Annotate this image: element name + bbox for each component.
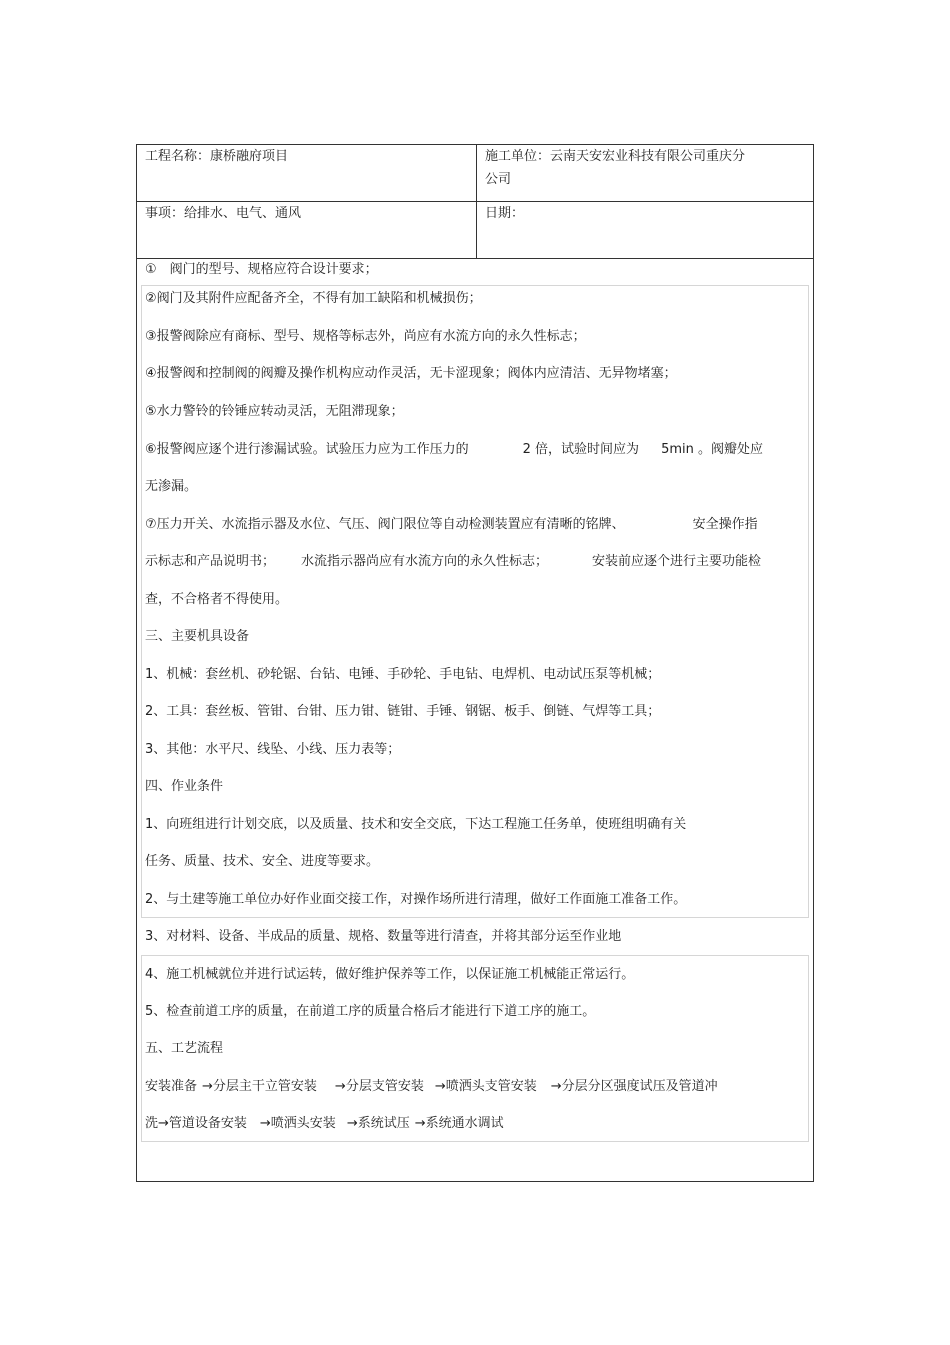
body-line: 2、工具：套丝板、管钳、台钳、压力钳、链钳、手锤、钢锯、板手、倒链、气焊等工具； [145,704,661,719]
process-flow-line [145,1078,718,1096]
text-segment: 水流指示器尚应有水流方向的永久性标志； [301,554,549,569]
body-line: ③报警阀除应有商标、型号、规格等标志外，尚应有水流方向的永久性标志； [145,329,586,344]
project-name-cell [145,145,288,169]
flow-step: →系统试压 [346,1116,410,1131]
body-line [145,516,758,534]
table-divider [137,258,813,259]
date-cell: 日期： [485,206,525,221]
section-heading: 五、工艺流程 [145,1041,224,1056]
flow-step: →喷洒头安装 [259,1116,336,1131]
text-segment: 2 倍，试验时间应为 [522,442,640,457]
process-flow-line [145,1115,504,1133]
flow-step: →喷洒头支管安装 [434,1079,537,1094]
body-line: 任务、质量、技术、安全、进度等要求。 [145,854,380,869]
body-line: 5、检查前道工序的质量，在前道工序的质量合格后才能进行下道工序的施工。 [145,1004,596,1019]
section-heading: 三、主要机具设备 [145,629,250,644]
body-line: 3、对材料、设备、半成品的质量、规格、数量等进行清查，并将其部分运至作业地 [145,929,622,944]
body-line: ① 阀门的型号、规格应符合设计要求； [145,262,378,277]
text-segment: ⑦压力开关、水流指示器及水位、气压、阀门限位等自动检测装置应有清晰的铭牌、 [145,517,625,532]
flow-step: →分层分区强度试压及管道冲 [550,1079,718,1094]
body-line: ⑤水力警铃的铃锤应转动灵活，无阻滞现象； [145,404,404,419]
column-divider [476,145,477,258]
flow-step: 安装准备 [145,1079,198,1094]
construction-unit-cell [485,145,745,169]
body-line: 3、其他：水平尺、线坠、小线、压力表等； [145,742,401,757]
text-segment: 安全操作指 [692,517,758,532]
text-segment: 示标志和产品说明书； [145,554,276,569]
construction-unit-value: 云南天安宏业科技有限公司重庆分 [550,149,746,164]
section-heading: 四、作业条件 [145,779,224,794]
body-line: ②阀门及其附件应配备齐全，不得有加工缺陷和机械损伤； [145,291,482,306]
body-line [145,441,763,459]
flow-step: →分层主干立管安装 [202,1079,317,1094]
text-segment: 5min 。阀瓣处应 [661,442,763,457]
body-line: 4、施工机械就位并进行试运转，做好维护保养等工作，以保证施工机械能正常运行。 [145,967,635,982]
item-label: 事项： [145,206,185,221]
text-segment: ⑥报警阀应逐个进行渗漏试验。试验压力应为工作压力的 [145,442,469,457]
body-line: 1、向班组进行计划交底，以及质量、技术和安全交底，下达工程施工任务单，使班组明确有关 [145,817,687,832]
item-cell [145,202,301,226]
construction-unit-value-cont: 公司 [485,172,512,187]
body-line: 查，不合格者不得使用。 [145,592,289,607]
project-name-label: 工程名称： [145,149,211,164]
body-line: ④报警阀和控制阀的阀瓣及操作机构应动作灵活，无卡涩现象；阀体内应清洁、无异物堵塞； [145,366,677,381]
construction-unit-label: 施工单位： [485,149,551,164]
flow-step: →分层支管安装 [334,1079,424,1094]
record-table [136,144,814,1182]
flow-step: 洗→管道设备安装 [145,1116,247,1131]
body-line: 无渗漏。 [145,479,198,494]
body-line [145,553,761,571]
body-line: 1、机械：套丝机、砂轮锯、台钻、电锤、手砂轮、手电钻、电焊机、电动试压泵等机械； [145,667,661,682]
project-name-value: 康桥融府项目 [210,149,289,164]
flow-step: →系统通水调试 [414,1116,504,1131]
item-value: 给排水、电气、通风 [184,206,302,221]
text-segment: 安装前应逐个进行主要功能检 [592,554,762,569]
body-line: 2、与土建等施工单位办好作业面交接工作，对操作场所进行清理，做好工作面施工准备工作。 [145,892,687,907]
